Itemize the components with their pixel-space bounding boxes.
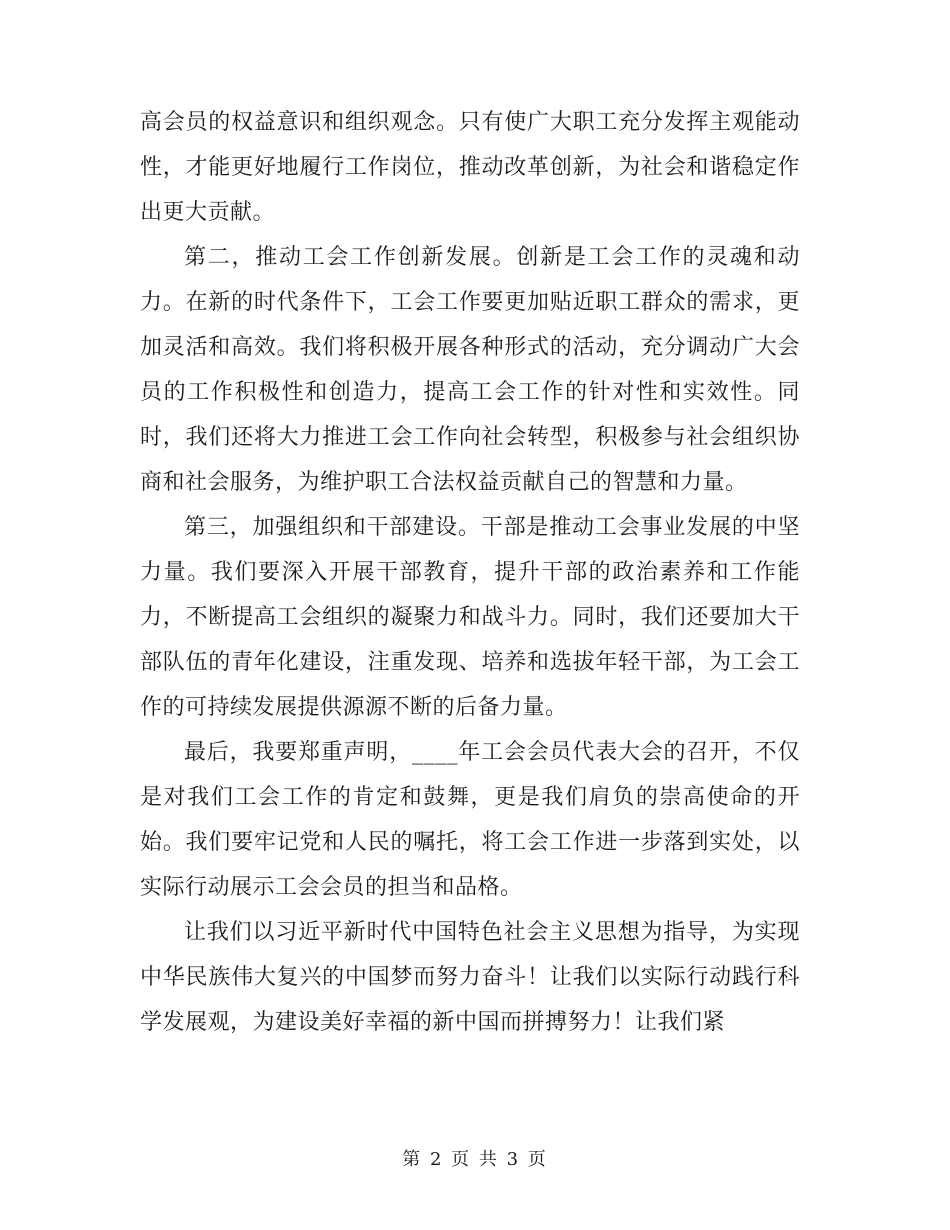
paragraph-1: 高会员的权益意识和组织观念。只有使广大职工充分发挥主观能动性，才能更好地履行工作岗位，推动改革创新，为社会和谐稳定作出更大贡献。: [140, 110, 800, 225]
paragraph-3: 第三，加强组织和干部建设。干部是推动工会事业发展的中坚力量。我们要深入开展干部教育，提升干部的政治素养和工作能力，不断提高工会组织的凝聚力和战斗力。同时，我们还要加大干部队伍的青年化建设，注重发现、培养和选拔年轻干部，为工会工作的可持续发展提供源源不断的后备力量。: [140, 515, 800, 720]
document-body: [140, 100, 800, 1045]
page-number-footer: 第 2 页 共 3 页: [402, 1149, 548, 1170]
paragraph-5: 让我们以习近平新时代中国特色社会主义思想为指导，为实现中华民族伟大复兴的中国梦而努力奋斗！让我们以实际行动践行科学发展观，为建设美好幸福的新中国而拼搏努力！让我们紧: [140, 920, 800, 1035]
paragraph-2: 第二，推动工会工作创新发展。创新是工会工作的灵魂和动力。在新的时代条件下，工会工作要更加贴近职工群众的需求，更加灵活和高效。我们将积极开展各种形式的活动，充分调动广大会员的工作积极性和创造力，提高工会工作的针对性和实效性。同时，我们还将大力推进工会工作向社会转型，积极参与社会组织协商和社会服务，为维护职工合法权益贡献自己的智慧和力量。: [140, 245, 800, 495]
paragraph-4: 最后，我要郑重声明，____年工会会员代表大会的召开，不仅是对我们工会工作的肯定和鼓舞，更是我们肩负的崇高使命的开始。我们要牢记党和人民的嘱托，将工会工作进一步落到实处，以实际行动展示工会会员的担当和品格。: [140, 740, 800, 900]
